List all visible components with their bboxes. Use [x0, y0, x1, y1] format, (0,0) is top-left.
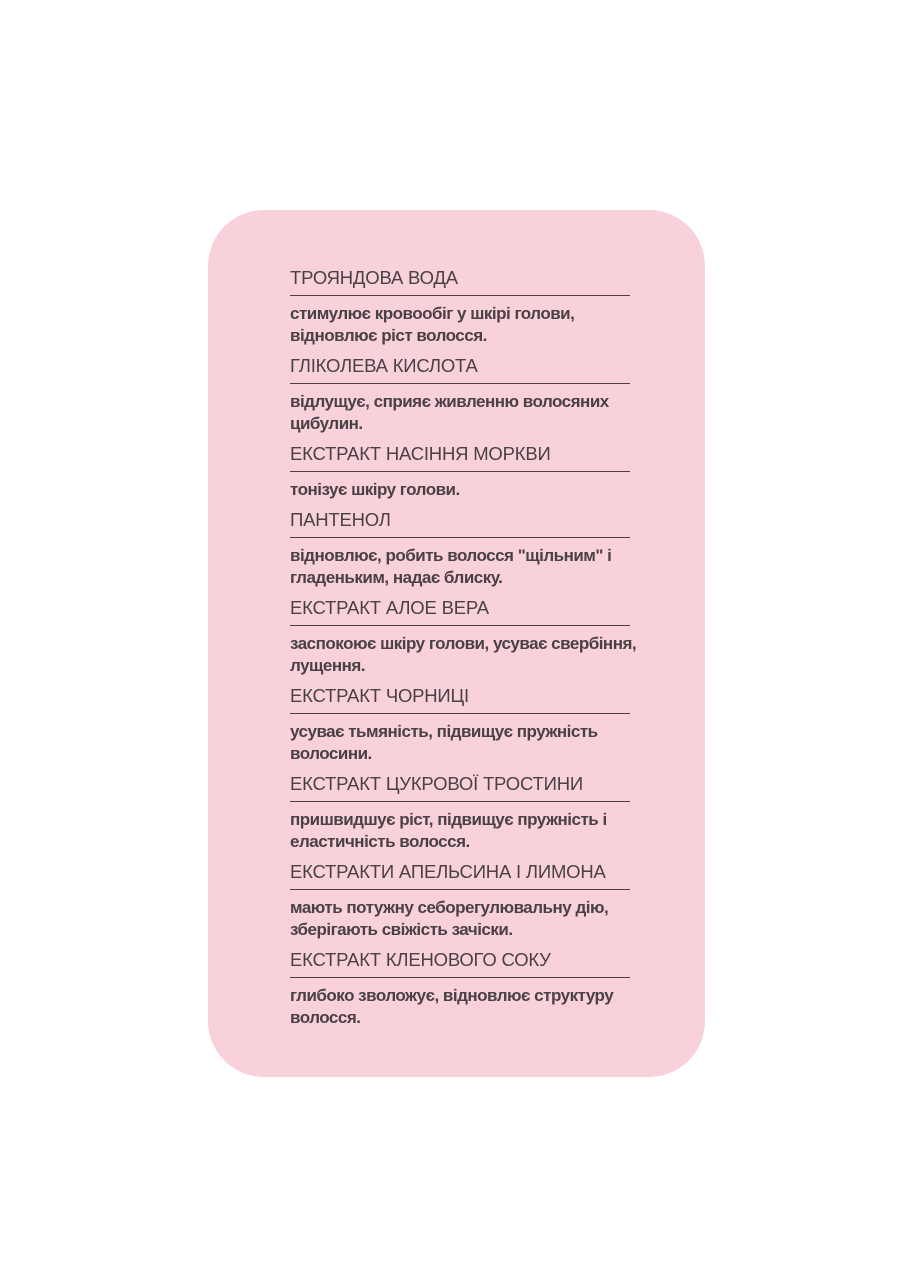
description-line: мають потужну себорегулювальну дію, — [290, 898, 609, 917]
divider — [290, 713, 630, 714]
ingredient-title: ЕКСТРАКТ ЧОРНИЦІ — [290, 685, 469, 706]
description-line: стимулює кровообіг у шкірі голови, — [290, 304, 575, 323]
ingredient-section — [290, 354, 635, 435]
description-line: лущення. — [290, 656, 366, 675]
description-line: еластичність волосся. — [290, 832, 470, 851]
ingredient-section — [290, 860, 635, 941]
divider — [290, 625, 630, 626]
ingredient-title: ЕКСТРАКТ НАСІННЯ МОРКВИ — [290, 443, 551, 464]
description-line: гладеньким, надає блиску. — [290, 568, 503, 587]
ingredient-description — [290, 809, 635, 853]
description-line: відлущує, сприяє живленню волосяних — [290, 392, 609, 411]
divider — [290, 383, 630, 384]
ingredient-description — [290, 303, 635, 347]
ingredient-description — [290, 985, 635, 1029]
description-line: пришвидшує ріст, підвищує пружність і — [290, 810, 607, 829]
ingredient-title: ЕКСТРАКТИ АПЕЛЬСИНА І ЛИМОНА — [290, 861, 606, 882]
ingredient-section — [290, 684, 635, 765]
ingredient-title: ЕКСТРАКТ ЦУКРОВОЇ ТРОСТИНИ — [290, 773, 583, 794]
ingredient-section — [290, 948, 635, 1029]
ingredient-description — [290, 545, 635, 589]
ingredient-description — [290, 721, 635, 765]
ingredient-section — [290, 508, 635, 589]
ingredient-section — [290, 266, 635, 347]
ingredient-title: ЕКСТРАКТ КЛЕНОВОГО СОКУ — [290, 949, 551, 970]
divider — [290, 471, 630, 472]
description-line: тонізує шкіру голови. — [290, 480, 460, 499]
divider — [290, 889, 630, 890]
description-line: заспокоює шкіру голови, усуває свербіння, — [290, 634, 637, 653]
divider — [290, 977, 630, 978]
ingredient-description — [290, 479, 635, 501]
ingredient-section — [290, 772, 635, 853]
ingredient-section — [290, 442, 635, 501]
ingredients-list — [290, 266, 635, 1036]
divider — [290, 295, 630, 296]
ingredient-title: ПАНТЕНОЛ — [290, 509, 391, 530]
description-line: волосини. — [290, 744, 372, 763]
ingredient-title: ЕКСТРАКТ АЛОЕ ВЕРА — [290, 597, 489, 618]
ingredient-description — [290, 391, 635, 435]
ingredient-section — [290, 596, 635, 677]
ingredient-title: ГЛІКОЛЕВА КИСЛОТА — [290, 355, 478, 376]
divider — [290, 537, 630, 538]
description-line: відновлює, робить волосся "щільним" і — [290, 546, 612, 565]
description-line: зберігають свіжість зачіски. — [290, 920, 513, 939]
ingredient-description — [290, 897, 635, 941]
description-line: волосся. — [290, 1008, 361, 1027]
description-line: глибоко зволожує, відновлює структуру — [290, 986, 614, 1005]
description-line: усуває тьмяність, підвищує пружність — [290, 722, 598, 741]
description-line: цибулин. — [290, 414, 363, 433]
divider — [290, 801, 630, 802]
ingredient-description — [290, 633, 635, 677]
ingredient-title: ТРОЯНДОВА ВОДА — [290, 267, 458, 288]
ingredients-label-card — [208, 210, 705, 1077]
description-line: відновлює ріст волосся. — [290, 326, 487, 345]
